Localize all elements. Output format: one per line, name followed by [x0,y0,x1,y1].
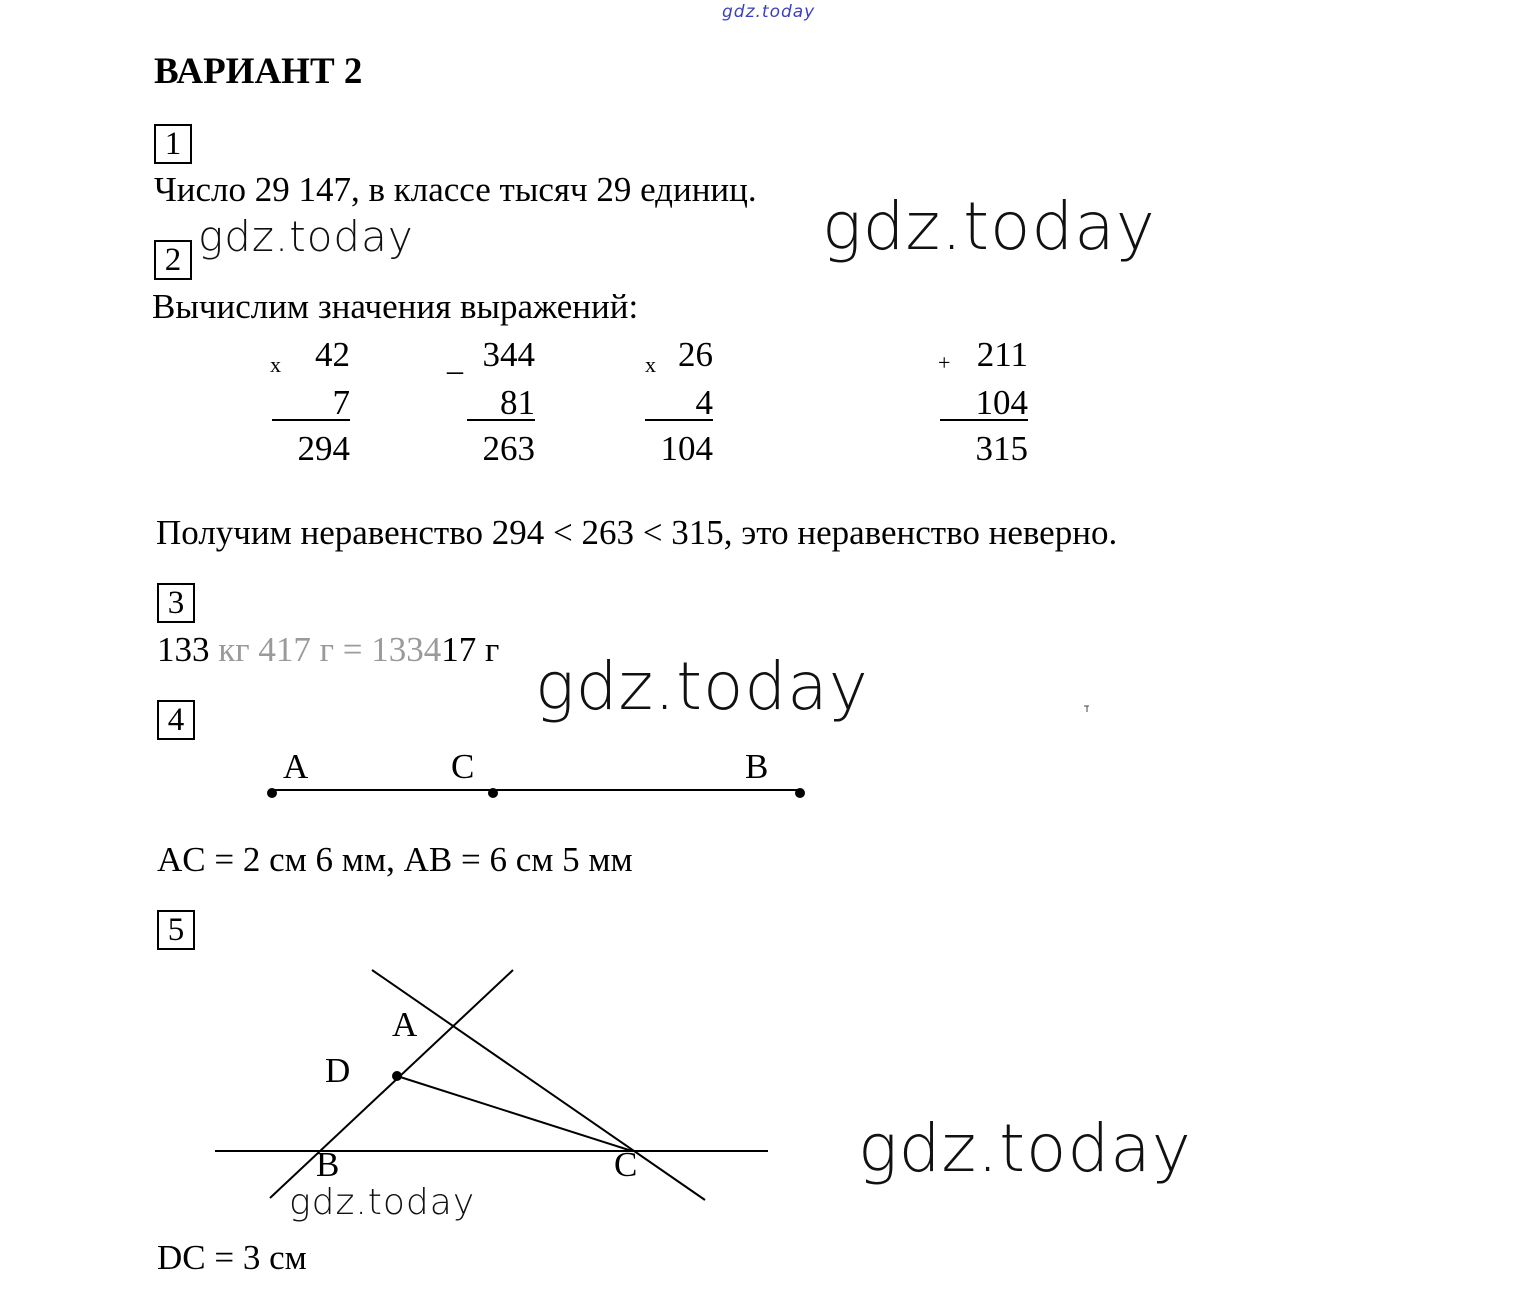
task-3-answer-part2: кг 417 г = 1334 [218,630,442,669]
task-5-answer: DC = 3 см [157,1238,307,1277]
watermark-3: gdz.today [535,648,869,725]
segment-dc [397,1076,632,1151]
task-1-number: 1 [154,124,192,164]
task-1-text: Число 29 147, в классе тысяч 29 единиц. [154,170,757,209]
calc-1-result: 294 [297,429,350,468]
task-3-answer-part3: 17 г [441,630,500,669]
page-title: ВАРИАНТ 2 [154,51,363,92]
calc-3-operand-b: 4 [695,383,713,422]
line-ab [270,970,513,1198]
calc-3-result: 104 [660,429,713,468]
calc-1-operand-b: 7 [332,383,350,422]
calc-2-operator: _ [447,341,463,377]
watermark-top: gdz.today [722,2,816,22]
calc-2-operand-a: 344 [482,335,535,374]
task-4-number: 4 [157,700,195,740]
segment-label-b: B [745,747,769,786]
task-3-number: 3 [157,583,195,623]
calc-4-operator: + [938,350,951,375]
segment-figure [268,789,804,797]
point-b [796,789,804,797]
calc-3-operand-a: 26 [678,335,713,374]
task-2-intro: Вычислим значения выражений: [152,287,639,326]
figure-label-a: A [392,1005,418,1044]
calc-4-result: 315 [975,429,1028,468]
task-5-number: 5 [157,910,195,950]
calc-4-operand-a: 211 [976,335,1028,374]
watermark-4: gdz.today [858,1110,1192,1187]
watermark-5: gdz.today [289,1182,476,1223]
point-c [489,789,497,797]
figure-label-d: D [325,1051,351,1090]
point-a [268,789,276,797]
calc-2-result: 263 [482,429,535,468]
figure-label-b: B [316,1145,340,1184]
watermark-1: gdz.today [198,212,414,261]
segment-label-a: A [283,747,309,786]
calc-4-operand-b: 104 [975,383,1028,422]
point-d [393,1072,401,1080]
calc-2-operand-b: 81 [500,383,535,422]
watermark-2: gdz.today [822,188,1156,265]
triangle-figure [215,970,768,1200]
calc-1-operand-a: 42 [315,335,350,374]
task-2-conclusion: Получим неравенство 294 < 263 < 315, это неравенство неверно. [156,513,1118,552]
calc-1-operator: x [270,352,281,377]
segment-label-c: C [451,747,475,786]
task-2-number: 2 [154,240,192,280]
task-3-answer-part1: 133 [157,630,219,669]
task-4-answer: AC = 2 см 6 мм, AB = 6 см 5 мм [157,840,633,879]
calc-3-operator: x [645,352,656,377]
figure-label-c: C [614,1145,638,1184]
